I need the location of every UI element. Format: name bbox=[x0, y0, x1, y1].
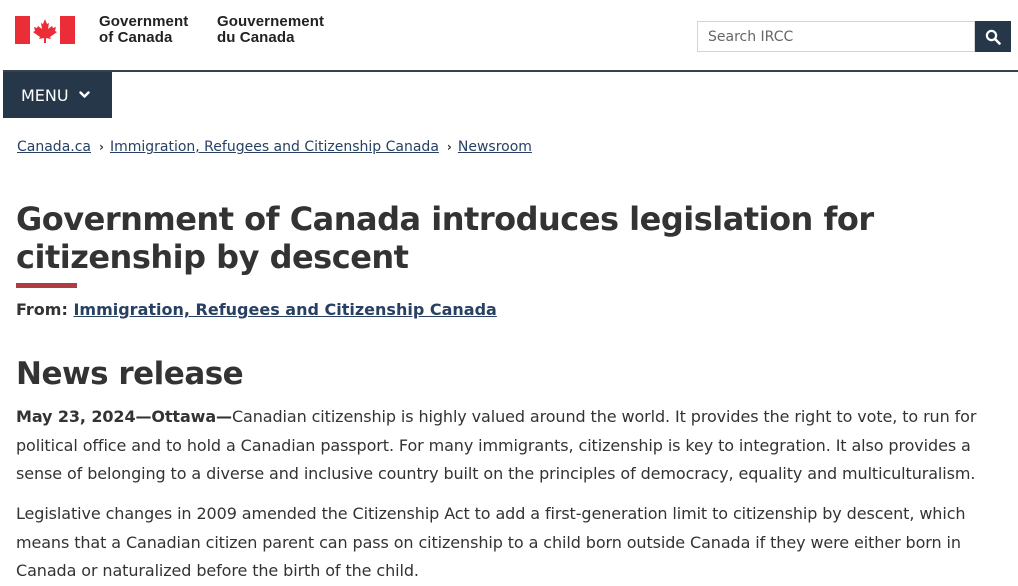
breadcrumb-link-newsroom[interactable]: Newsroom bbox=[457, 139, 532, 155]
from-line bbox=[16, 300, 497, 319]
chevron-right-icon: › bbox=[446, 140, 452, 154]
canada-flag-icon[interactable] bbox=[15, 16, 75, 44]
magnifier-icon bbox=[985, 29, 1001, 45]
paragraph-1-text: Canadian citizenship is highly valued around the world. It provides the right to vote, to run for political office and to hold a Canadian passport. For many immigrants, citizenship is key to integration. It also provides a sense of belonging to a diverse and inclusive country built on the principles of democracy, equality and multiculturalism. bbox=[16, 407, 977, 483]
menu-label: MENU bbox=[21, 85, 69, 105]
dateline: May 23, 2024—Ottawa— bbox=[16, 407, 232, 426]
site-header bbox=[0, 0, 1018, 72]
page-title: Government of Canada introduces legislation for citizenship by descent bbox=[16, 200, 874, 276]
chevron-right-icon: › bbox=[99, 140, 104, 154]
section-heading: News release bbox=[16, 356, 244, 392]
wordmark-en-line2: of Canada bbox=[99, 29, 173, 46]
title-accent-rule bbox=[16, 283, 77, 288]
wordmark-fr-line1: Gouvernement bbox=[217, 13, 325, 30]
search-button[interactable] bbox=[975, 21, 1011, 52]
menu-button[interactable] bbox=[3, 72, 112, 118]
chevron-down-icon bbox=[79, 91, 90, 99]
wordmark-french[interactable] bbox=[217, 14, 324, 46]
breadcrumb-link-ircc[interactable]: Immigration, Refugees and Citizenship Canada bbox=[109, 139, 439, 155]
wordmark-english[interactable] bbox=[99, 14, 188, 46]
breadcrumb-link-canada[interactable]: Canada.ca bbox=[17, 139, 91, 155]
wordmark-en-line1: Government bbox=[99, 13, 189, 30]
from-department-link[interactable]: Immigration, Refugees and Citizenship Canada bbox=[73, 300, 497, 319]
paragraph-1 bbox=[16, 403, 1008, 489]
search-input[interactable] bbox=[697, 21, 975, 52]
header-divider bbox=[3, 70, 1018, 72]
breadcrumb bbox=[17, 139, 532, 155]
from-label: From: bbox=[16, 300, 74, 319]
paragraph-2: Legislative changes in 2009 amended the Citizenship Act to add a first-generation limit to citizenship by descent, which means that a Canadian citizen parent can pass on citizenship to a child born outside Canada if they were either born in Canada or naturalized before the birth of the child. bbox=[16, 504, 966, 580]
wordmark-fr-line2: du Canada bbox=[217, 29, 295, 46]
